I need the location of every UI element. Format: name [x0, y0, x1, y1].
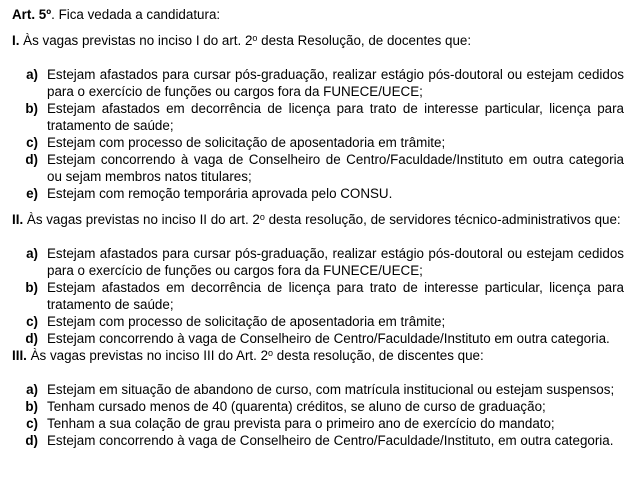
- list-item: [12, 415, 624, 432]
- item-letter: b): [25, 399, 38, 414]
- item-letter: d): [25, 152, 38, 167]
- list-item: [12, 398, 624, 415]
- item-letter: a): [26, 382, 38, 397]
- article-text: . Fica vedada a candidatura:: [51, 7, 221, 22]
- item-letter: b): [25, 280, 38, 295]
- item-text: Estejam afastados para cursar pós-graduação, realizar estágio pós-doutoral ou estejam cedidos para o exercício de funções ou cargos fora da FUNECE/UECE;: [47, 246, 624, 278]
- list-item: [12, 279, 624, 313]
- item-letter: c): [26, 416, 38, 431]
- item-letter: d): [25, 433, 38, 448]
- list-item: [12, 66, 624, 100]
- item-letter: a): [26, 67, 38, 82]
- item-letter: b): [25, 101, 38, 116]
- section-intro-text-end: desta Resolução, de docentes que:: [257, 33, 472, 48]
- list-item: [12, 100, 624, 134]
- list-item: [12, 330, 624, 347]
- item-text: Tenham a sua colação de grau prevista para o primeiro ano de exercício do mandato;: [47, 416, 555, 431]
- item-text: Tenham cursado menos de 40 (quarenta) créditos, se aluno de curso de graduação;: [47, 399, 546, 414]
- section-numeral: I.: [12, 33, 20, 48]
- item-letter: a): [26, 246, 38, 261]
- section-items-list: [12, 381, 624, 449]
- item-text: Estejam com remoção temporária aprovada pelo CONSU.: [47, 186, 393, 201]
- item-text: Estejam concorrendo à vaga de Conselheiro de Centro/Faculdade/Instituto em outra categoria.: [47, 331, 610, 346]
- list-item: [12, 151, 624, 185]
- section-numeral: II.: [12, 212, 24, 227]
- article-label: [12, 7, 51, 22]
- item-letter: d): [25, 331, 38, 346]
- item-text: Estejam afastados em decorrência de licença para trato de interesse particular, licença para tratamento de saúde;: [47, 101, 624, 133]
- ordinal-superscript: o: [259, 212, 265, 222]
- list-item: [12, 245, 624, 279]
- section-intro: [12, 32, 624, 49]
- item-letter: c): [26, 314, 38, 329]
- section-items-list: [12, 245, 624, 347]
- list-item: [12, 134, 624, 151]
- item-letter: e): [26, 186, 38, 201]
- list-item: [12, 432, 624, 449]
- item-text: Estejam em situação de abandono de curso, com matrícula institucional ou estejam suspensos;: [47, 382, 615, 397]
- section-numeral: III.: [12, 348, 27, 363]
- item-text: Estejam concorrendo à vaga de Conselheiro de Centro/Faculdade/Instituto em outra categoria ou sejam membros natos titulares;: [47, 152, 624, 184]
- item-text: Estejam afastados em decorrência de licença para trato de interesse particular, licença para tratamento de saúde;: [47, 280, 624, 312]
- item-text: Estejam concorrendo à vaga de Conselheiro de Centro/Faculdade/Instituto, em outra categoria.: [47, 433, 614, 448]
- article-heading: [12, 6, 624, 23]
- ordinal-superscript: o: [268, 348, 274, 358]
- section-intro-text: Às vagas previstas no inciso I do art. 2: [19, 33, 253, 48]
- item-text: Estejam afastados para cursar pós-graduação, realizar estágio pós-doutoral ou estejam cedidos para o exercício de funções ou cargos fora da FUNECE/UECE;: [47, 67, 624, 99]
- list-item: [12, 185, 624, 202]
- item-text: Estejam com processo de solicitação de aposentadoria em trâmite;: [47, 135, 446, 150]
- list-item: [12, 313, 624, 330]
- item-text: Estejam com processo de solicitação de aposentadoria em trâmite;: [47, 314, 446, 329]
- section-intro-text-end: desta resolução, de discentes que:: [273, 348, 484, 363]
- item-letter: c): [26, 135, 38, 150]
- section-intro-text: Às vagas previstas no inciso II do art. 2: [23, 212, 260, 227]
- list-item: [12, 381, 624, 398]
- section-items-list: [12, 66, 624, 202]
- section-intro: [12, 211, 624, 228]
- ordinal-superscript: o: [252, 33, 258, 43]
- article-ordinal: º: [46, 7, 52, 22]
- section-intro-text: Às vagas previstas no inciso III do Art. 2: [26, 348, 269, 363]
- section-intro: [12, 347, 624, 364]
- article-label-text: Art. 5: [12, 7, 47, 22]
- section-intro-text-end: desta resolução, de servidores técnico-administrativos que:: [264, 212, 621, 227]
